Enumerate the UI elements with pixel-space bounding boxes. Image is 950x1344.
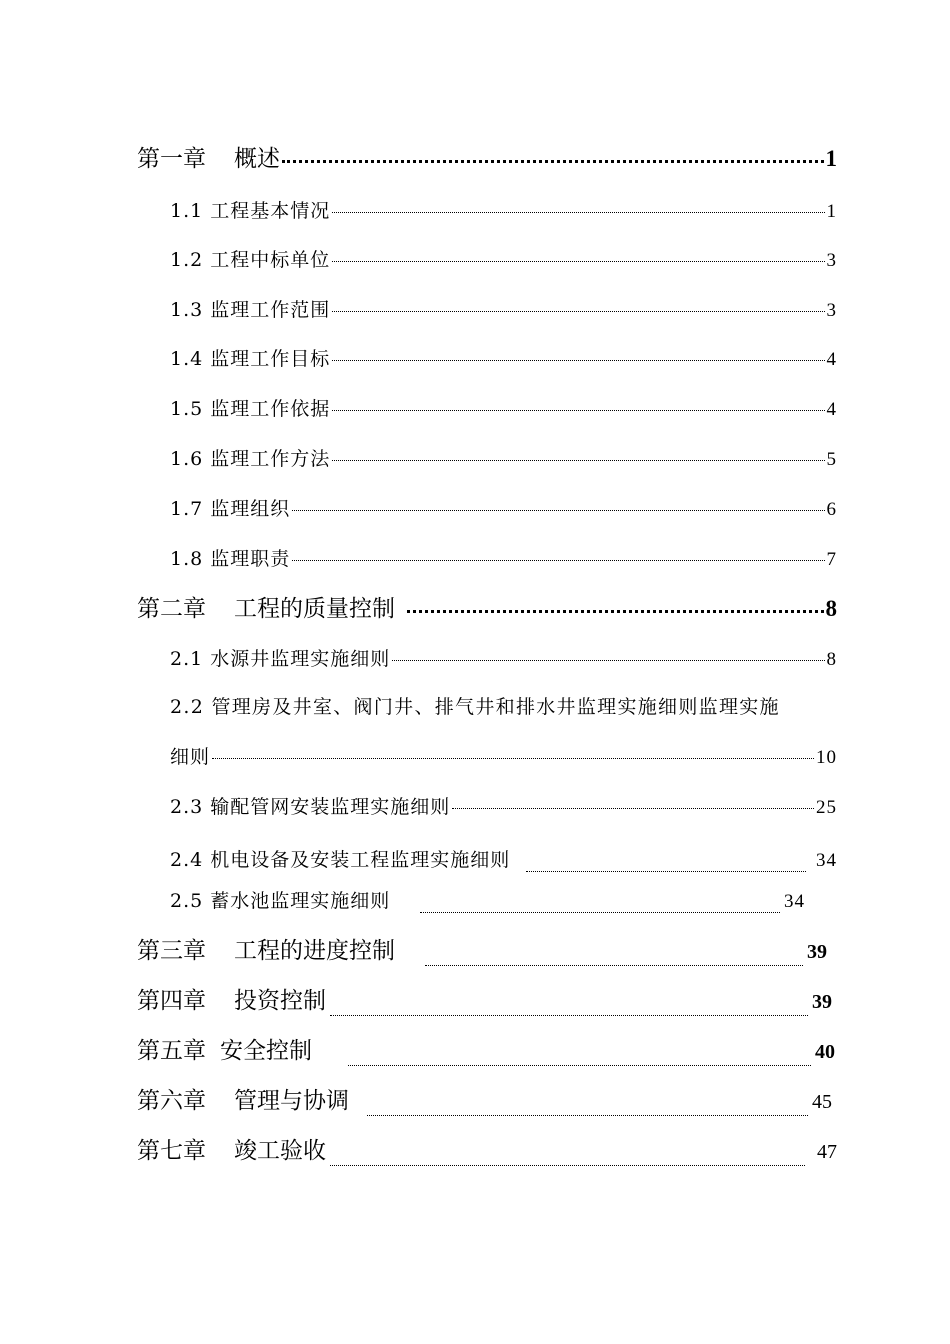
toc-page-number: 34 — [816, 850, 837, 871]
dot-leader — [282, 160, 824, 163]
dot-leader — [292, 560, 824, 561]
toc-section-1-5[interactable] — [170, 394, 837, 421]
toc-page-number: 1 — [826, 201, 837, 222]
toc-page-number: 4 — [826, 349, 837, 370]
toc-section-label: 1.6 监理工作方法 — [170, 448, 331, 470]
toc-section-2-2[interactable] — [170, 742, 837, 769]
toc-section-1-7[interactable] — [170, 494, 837, 521]
dot-leader — [332, 360, 824, 361]
toc-page-number: 25 — [816, 797, 837, 818]
toc-page-number: 40 — [815, 1041, 835, 1063]
dot-leader — [332, 212, 824, 213]
toc-chapter-1[interactable] — [137, 140, 837, 173]
toc-section-label: 2.5 蓄水池监理实施细则 — [170, 890, 391, 912]
dot-leader — [420, 912, 780, 913]
toc-section-1-4[interactable] — [170, 344, 837, 371]
toc-section-1-3[interactable] — [170, 295, 837, 322]
toc-chapter-5[interactable] — [137, 1032, 835, 1065]
toc-page-number: 8 — [825, 596, 837, 621]
toc-page-number: 34 — [784, 891, 805, 912]
toc-page-number: 3 — [826, 250, 837, 271]
toc-page-number: 3 — [826, 300, 837, 321]
dot-leader — [425, 965, 803, 966]
toc-section-label: 1.5 监理工作依据 — [170, 398, 331, 420]
toc-section-1-1[interactable] — [170, 196, 837, 223]
dot-leader — [330, 1165, 805, 1166]
toc-section-2-2-line1[interactable]: 2.2 管理房及井室、阀门井、排气井和排水井监理实施细则监理实施 — [170, 696, 780, 718]
toc-section-label: 1.2 工程中标单位 — [170, 249, 331, 271]
dot-leader — [526, 871, 806, 872]
toc-page-number: 6 — [826, 499, 837, 520]
dot-leader — [330, 1015, 808, 1016]
toc-page-number: 8 — [826, 649, 837, 670]
toc-section-label: 2.4 机电设备及安装工程监理实施细则 — [170, 849, 511, 871]
toc-section-2-4[interactable] — [170, 845, 837, 872]
toc-chapter-label: 第四章 投资控制 — [137, 988, 326, 1014]
dot-leader — [348, 1065, 811, 1066]
dot-leader — [332, 410, 824, 411]
toc-chapter-3[interactable] — [137, 932, 827, 965]
toc-chapter-2[interactable] — [137, 590, 837, 623]
toc-section-label: 1.8 监理职责 — [170, 548, 291, 570]
toc-chapter-label: 第六章 管理与协调 — [137, 1088, 349, 1114]
toc-page-number: 7 — [826, 549, 837, 570]
toc-section-1-6[interactable] — [170, 444, 837, 471]
toc-section-1-2[interactable] — [170, 245, 837, 272]
toc-page-number: 39 — [812, 991, 832, 1013]
dot-leader — [367, 1115, 808, 1116]
dot-leader — [332, 460, 824, 461]
toc-page-number: 10 — [816, 747, 837, 768]
toc-section-1-8[interactable] — [170, 544, 837, 571]
toc-chapter-label: 第五章 安全控制 — [137, 1038, 312, 1064]
toc-section-label: 2.3 输配管网安装监理实施细则 — [170, 796, 451, 818]
toc-chapter-6[interactable] — [137, 1082, 832, 1115]
toc-section-2-1[interactable] — [170, 644, 837, 671]
toc-chapter-label: 第三章 工程的进度控制 — [137, 938, 395, 964]
dot-leader — [452, 808, 814, 809]
toc-section-label: 细则 — [170, 746, 211, 768]
toc-section-label: 2.1 水源井监理实施细则 — [170, 648, 391, 670]
dot-leader — [332, 261, 824, 262]
toc-section-2-3[interactable] — [170, 792, 837, 819]
toc-section-label: 1.1 工程基本情况 — [170, 200, 331, 222]
toc-page-number: 5 — [826, 449, 837, 470]
toc-section-label: 1.7 监理组织 — [170, 498, 291, 520]
toc-page-number: 47 — [817, 1141, 837, 1163]
toc-chapter-4[interactable] — [137, 982, 832, 1015]
dot-leader — [407, 610, 824, 613]
toc-page-number: 45 — [812, 1091, 832, 1113]
toc-chapter-label: 第七章 竣工验收 — [137, 1138, 326, 1164]
toc-page-number: 4 — [826, 399, 837, 420]
dot-leader — [392, 660, 824, 661]
toc-chapter-label: 第一章 概述 — [137, 146, 280, 172]
toc-section-label: 1.4 监理工作目标 — [170, 348, 331, 370]
toc-page-number: 1 — [825, 146, 837, 171]
dot-leader — [292, 510, 824, 511]
toc-section-2-5[interactable] — [170, 886, 805, 913]
dot-leader — [332, 311, 824, 312]
toc-chapter-7[interactable] — [137, 1132, 837, 1165]
dot-leader — [212, 758, 814, 759]
toc-section-label: 1.3 监理工作范围 — [170, 299, 331, 321]
toc-page-number: 39 — [807, 941, 827, 963]
toc-chapter-label: 第二章 工程的质量控制 — [137, 596, 395, 622]
